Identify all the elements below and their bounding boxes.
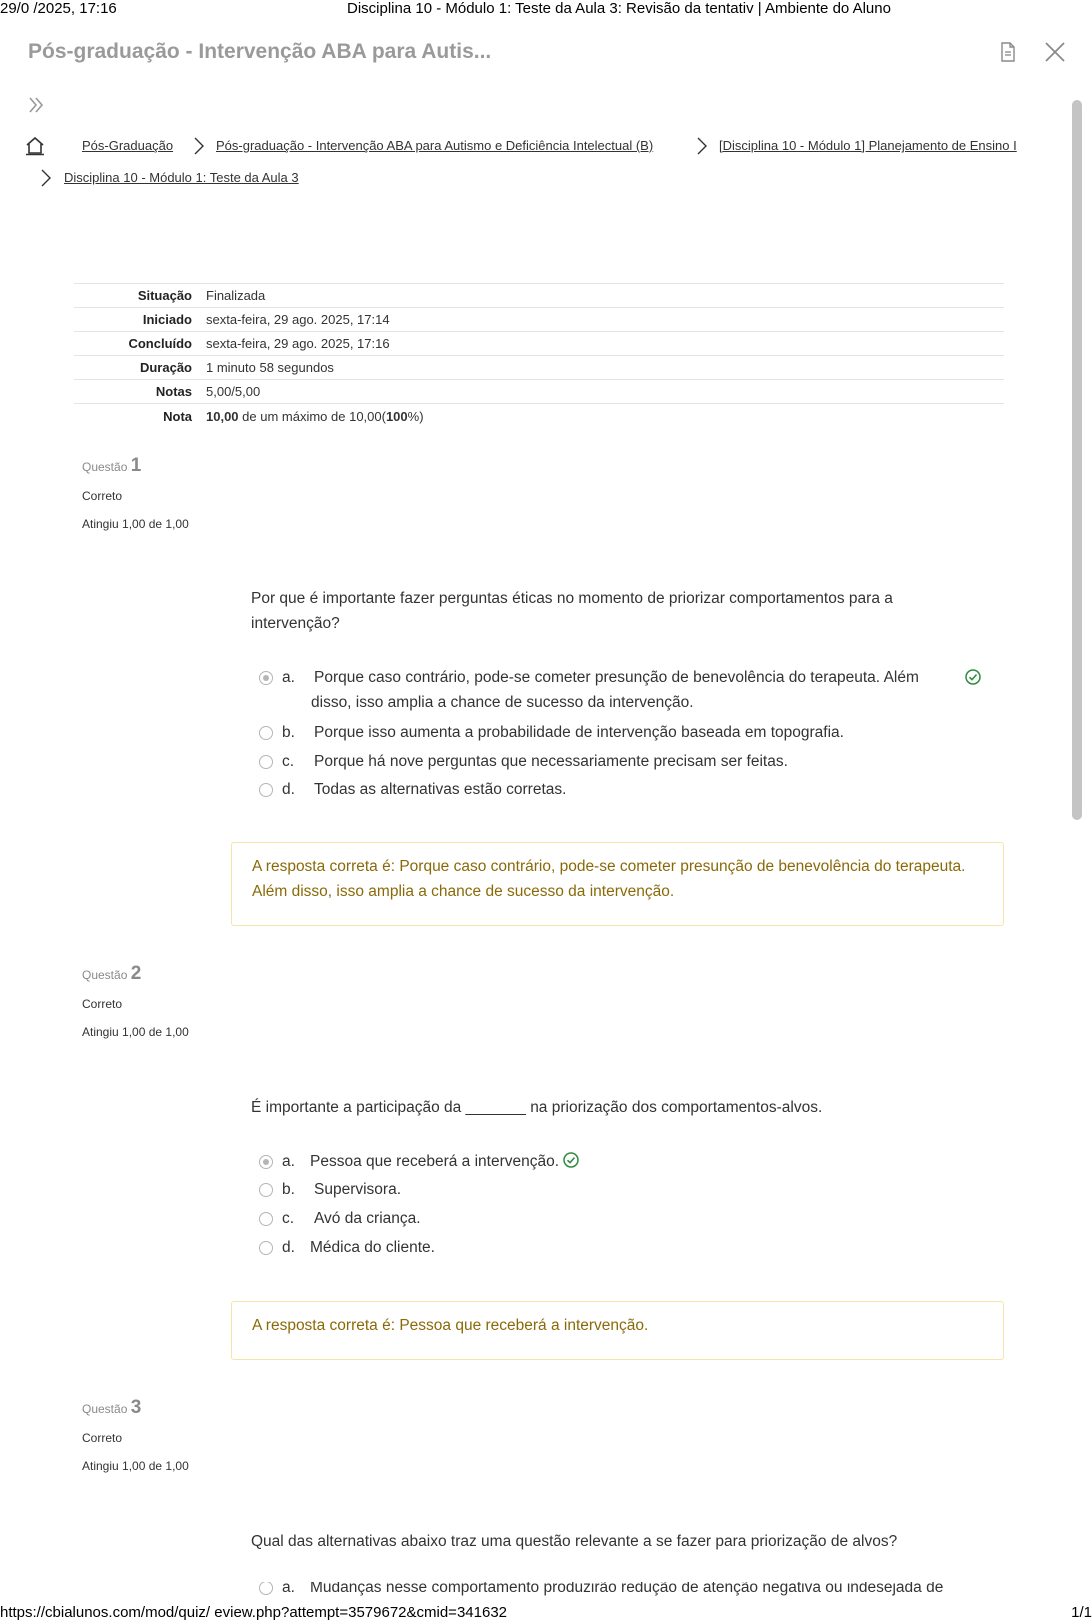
summary-label: Iniciado [74,308,206,332]
option-text: Mudanças nesse comportamento produzirão redução de atenção negativa ou indesejada de [310,1582,944,1596]
radio-button[interactable] [259,1212,273,1226]
summary-row [74,380,1004,404]
option-text: Supervisora. [314,1181,402,1198]
correct-check-icon [563,1152,579,1168]
attempt-summary-table [74,283,1004,430]
summary-label: Concluído [74,332,206,356]
question-text: Qual das alternativas abaixo traz uma questão relevante a se fazer para priorização de alvos? [251,1533,898,1550]
option-letter: b. [282,724,295,741]
print-title: Disciplina 10 - Módulo 1: Teste da Aula 3: Revisão da tentativ | Ambiente do Aluno [347,0,891,17]
question-number: Questão 1 [82,455,142,476]
grade-percent: 100 [385,409,408,425]
grade-label: Nota [74,404,206,430]
option-letter: a. [282,669,295,686]
breadcrumb-item-pos-graduacao[interactable]: Pós-Graduação [82,138,174,153]
chevron-right-icon [696,137,708,155]
grade-middle: de um máximo de 10,00( [238,409,386,425]
double-chevron-right-icon[interactable] [27,95,45,115]
print-page-number: 1/1 [1071,1604,1092,1621]
print-footer [0,1604,1092,1623]
question-status: Correto [82,997,123,1011]
question-number: Questão 2 [82,963,142,984]
question-mark: Atingiu 1,00 de 1,00 [82,1459,189,1473]
grade-value [206,404,1004,430]
option-text: Porque há nove perguntas que necessariamente precisam ser feitas. [314,753,788,770]
correct-answer-feedback: A resposta correta é: Porque caso contrário, pode-se cometer presunção de benevolência do terapeuta. Além disso, isso amplia a chance de sucesso da intervenção. [252,858,966,900]
option-text: Avó da criança. [314,1210,421,1227]
option-letter: c. [282,753,295,770]
summary-row [74,332,1004,356]
grade-end: %) [407,409,424,425]
print-url: https://cbialunos.com/mod/quiz/ eview.php?attempt=3579672&cmid=341632 [0,1604,507,1621]
chevron-right-icon [193,137,205,155]
question-info [82,1397,189,1473]
print-date: 29/0 /2025, 17:16 [0,0,117,17]
option-text: Médica do cliente. [310,1239,435,1256]
question-status: Correto [82,1431,123,1445]
option-letter: d. [282,1239,295,1256]
chevron-right-icon [40,169,52,187]
summary-label: Duração [74,356,206,380]
summary-row [74,308,1004,332]
question-status: Correto [82,489,123,503]
grade-score: 10,00 [206,409,239,425]
option-text: Porque caso contrário, pode-se cometer presunção de benevolência do terapeuta. Além disso, isso amplia a chance de sucesso da intervenção. [311,669,919,711]
correct-answer-feedback: A resposta correta é: Pessoa que receberá a intervenção. [252,1317,649,1334]
summary-row [74,284,1004,308]
summary-value: Finalizada [206,284,1004,308]
option-text: Todas as alternativas estão corretas. [314,781,567,798]
question-mark: Atingiu 1,00 de 1,00 [82,1025,189,1039]
correct-check-icon [965,669,981,685]
radio-button[interactable] [259,726,273,740]
question-info [82,455,189,531]
close-icon[interactable] [1044,41,1066,63]
summary-value: sexta-feira, 29 ago. 2025, 17:14 [206,308,1004,332]
radio-button[interactable] [259,1183,273,1197]
option-letter: a. [282,1582,295,1596]
breadcrumb-item-module[interactable]: [Disciplina 10 - Módulo 1] Planejamento de Ensino I [719,138,1017,153]
summary-label: Notas [74,380,206,404]
home-icon[interactable] [25,136,45,156]
question-number: Questão 3 [82,1397,142,1418]
summary-value: sexta-feira, 29 ago. 2025, 17:16 [206,332,1004,356]
option-letter: b. [282,1181,295,1198]
answer-option[interactable] [259,665,999,715]
summary-row-grade [74,404,1004,430]
feedback-box [231,1301,1004,1360]
radio-button[interactable] [259,783,273,797]
question-info [82,963,189,1039]
radio-button[interactable] [259,671,273,685]
option-letter: d. [282,781,295,798]
radio-button[interactable] [259,1241,273,1255]
summary-value: 5,00/5,00 [206,380,1004,404]
breadcrumb-item-quiz[interactable]: Disciplina 10 - Módulo 1: Teste da Aula 3 [64,170,299,185]
print-header [0,0,1092,18]
question-text: É importante a participação da _______ na priorização dos comportamentos-alvos. [251,1099,823,1116]
summary-row [74,356,1004,380]
option-letter: a. [282,1153,295,1170]
option-letter: c. [282,1210,295,1227]
feedback-box [231,842,1004,926]
question-text: Por que é importante fazer perguntas éticas no momento de priorizar comportamentos para a intervenção? [251,590,893,632]
summary-label: Situação [74,284,206,308]
question-mark: Atingiu 1,00 de 1,00 [82,517,189,531]
radio-button[interactable] [259,1582,273,1595]
scrollbar[interactable] [1072,100,1082,1600]
document-icon[interactable] [999,42,1017,62]
option-text: Porque isso aumenta a probabilidade de intervenção baseada em topografia. [314,724,844,741]
clipped-option-area [0,1582,1060,1596]
radio-button[interactable] [259,1155,273,1169]
radio-button[interactable] [259,755,273,769]
course-title: Pós-graduação - Intervenção ABA para Autis... [28,40,492,63]
option-text: Pessoa que receberá a intervenção. [310,1149,960,1174]
scrollbar-thumb[interactable] [1072,100,1082,820]
summary-value: 1 minuto 58 segundos [206,356,1004,380]
breadcrumb-item-course[interactable]: Pós-graduação - Intervenção ABA para Autismo e Deficiência Intelectual (B) [216,138,654,153]
